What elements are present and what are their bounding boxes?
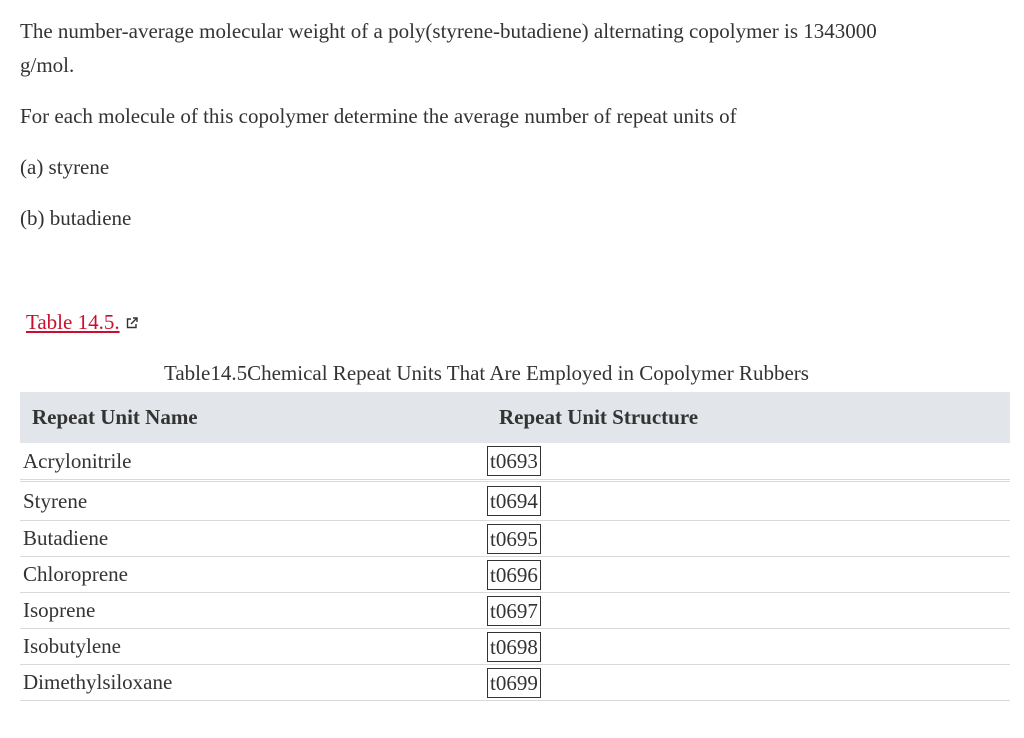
- table-link-label[interactable]: Table 14.5.: [26, 310, 120, 334]
- table-row: [20, 593, 1010, 629]
- unit-name: Butadiene: [20, 521, 487, 557]
- problem-statement: The number-average molecular weight of a poly(styrene-butadiene) alternating copolymer is 1343000 g/mol.: [20, 19, 877, 77]
- unit-name: Chloroprene: [20, 557, 487, 593]
- unit-name: Isobutylene: [20, 629, 487, 665]
- unit-name: Acrylonitrile: [20, 443, 487, 481]
- unit-structure: [487, 557, 1010, 593]
- structure-image-placeholder: t0695: [487, 524, 541, 554]
- structure-image-placeholder: t0696: [487, 560, 541, 590]
- table-row: [20, 481, 1010, 521]
- table-caption: Table14.5Chemical Repeat Units That Are Employed in Copolymer Rubbers: [164, 361, 809, 385]
- structure-image-placeholder: t0694: [487, 486, 541, 516]
- unit-structure: [487, 443, 1010, 481]
- structure-image-placeholder: t0699: [487, 668, 541, 698]
- external-link-icon[interactable]: [125, 316, 139, 330]
- structure-image-placeholder: t0693: [487, 446, 541, 476]
- unit-structure: [487, 521, 1010, 557]
- part-b: (b) butadiene: [20, 206, 132, 230]
- unit-name: Isoprene: [20, 593, 487, 629]
- unit-structure: [487, 481, 1010, 521]
- unit-name: Dimethylsiloxane: [20, 665, 487, 701]
- table-link[interactable]: [26, 305, 139, 339]
- problem-instruction: For each molecule of this copolymer determine the average number of repeat units of: [20, 104, 737, 128]
- unit-structure: [487, 665, 1010, 701]
- unit-structure: [487, 629, 1010, 665]
- unit-structure: [487, 593, 1010, 629]
- repeat-units-table: [20, 392, 1010, 701]
- table-row: [20, 629, 1010, 665]
- part-a: (a) styrene: [20, 155, 110, 179]
- unit-name: Styrene: [20, 481, 487, 521]
- header-repeat-unit-structure: Repeat Unit Structure: [499, 405, 699, 429]
- structure-image-placeholder: t0698: [487, 632, 541, 662]
- table-row: [20, 521, 1010, 557]
- table-header-row: [20, 392, 1010, 443]
- table-row: [20, 557, 1010, 593]
- structure-image-placeholder: t0697: [487, 596, 541, 626]
- header-repeat-unit-name: Repeat Unit Name: [32, 405, 198, 429]
- table-row: [20, 443, 1010, 481]
- table-row: [20, 665, 1010, 701]
